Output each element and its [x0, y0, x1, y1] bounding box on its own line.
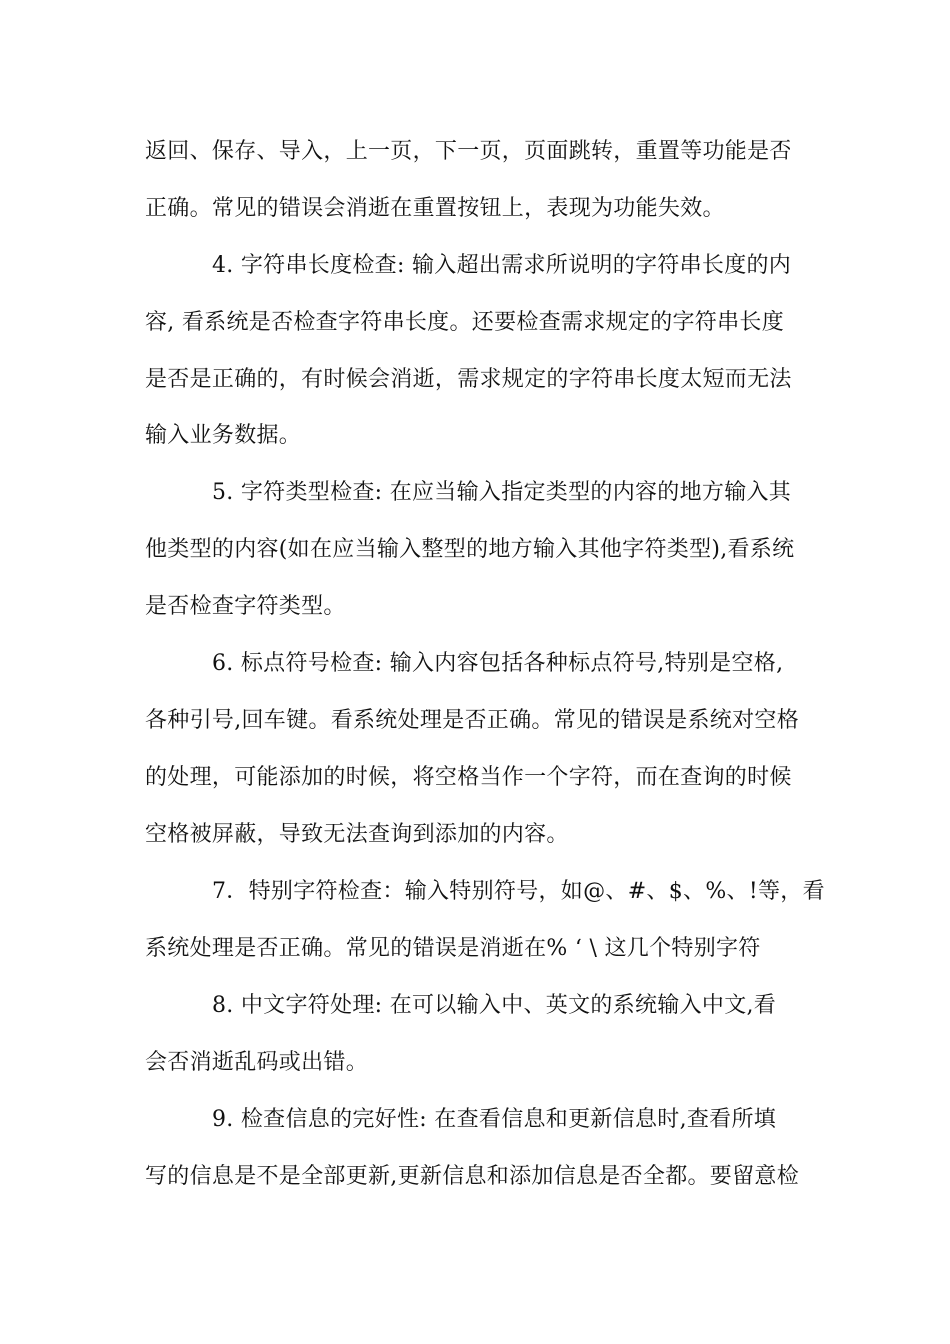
paragraph-9-start: 9. 检查信息的完好性: 在查看信息和更新信息时,查看所填	[212, 1107, 777, 1132]
text-line: 的处理，可能添加的时候，将空格当作一个字符，而在查询的时候	[145, 765, 792, 790]
paragraph-4-start: 4. 字符串长度检查: 输入超出需求所说明的字符串长度的内	[212, 253, 792, 278]
paragraph-5-start: 5. 字符类型检查: 在应当输入指定类型的内容的地方输入其	[212, 480, 792, 505]
text-line: 是否检查字符类型。	[145, 594, 346, 619]
text-line: 容, 看系统是否检查字符串长度。还要检查需求规定的字符串长度	[145, 310, 784, 335]
paragraph-7-start: 7．特别字符检查：输入特别符号，如@、#、$、%、!等，看	[212, 879, 825, 904]
paragraph-8-start: 8. 中文字符处理: 在可以输入中、英文的系统输入中文,看	[212, 993, 777, 1018]
text-line: 输入业务数据。	[145, 423, 302, 448]
text-line: 是否是正确的，有时候会消逝，需求规定的字符串长度太短而无法	[145, 367, 792, 392]
text-line: 会否消逝乱码或出错。	[145, 1050, 369, 1075]
paragraph-6-start: 6. 标点符号检查: 输入内容包括各种标点符号,特别是空格,	[212, 651, 784, 676]
text-line: 空格被屏蔽，导致无法查询到添加的内容。	[145, 822, 569, 847]
text-line: 正确。常见的错误会消逝在重置按钮上，表现为功能失效。	[145, 196, 725, 221]
text-line: 写的信息是不是全部更新,更新信息和添加信息是否全都。要留意检	[145, 1164, 799, 1189]
text-line: 返回、保存、导入，上一页，下一页，页面跳转，重置等功能是否	[145, 139, 792, 164]
text-line: 他类型的内容(如在应当输入整型的地方输入其他字符类型),看系统	[145, 537, 795, 562]
text-line: 各种引号,回车键。看系统处理是否正确。常见的错误是系统对空格	[145, 708, 799, 733]
text-line: 系统处理是否正确。常见的错误是消逝在% ‘ \ 这几个特别字符	[145, 936, 761, 961]
